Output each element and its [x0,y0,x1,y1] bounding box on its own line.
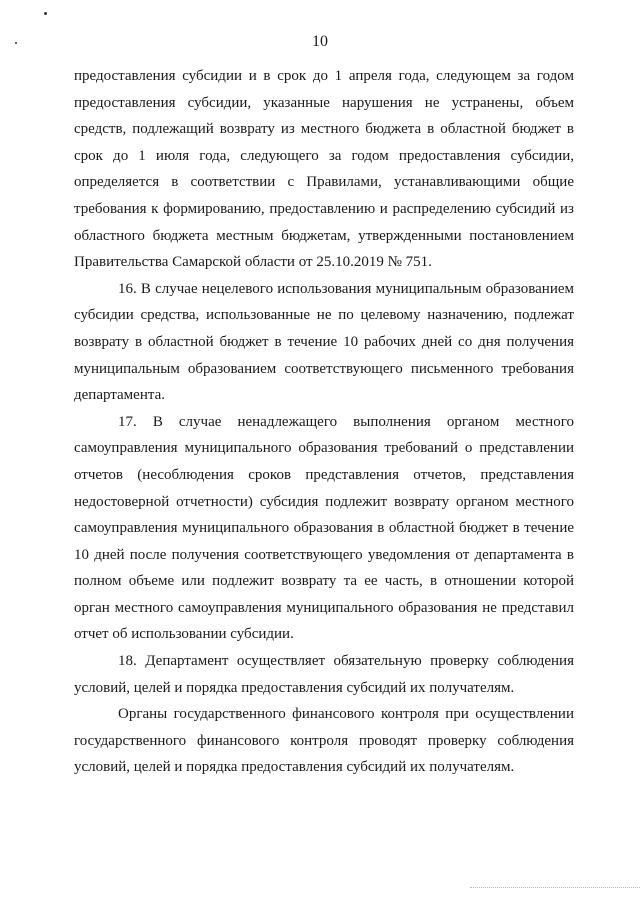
paragraph-item-16: 16. В случае нецелевого использования муниципальным образованием субсидии средства, использованные не по целевому назначению, подлежат возврату в областной бюджет в течение 10 рабочих дней со дня получения муниципальным образованием соответствующего письменного требования департамента. [74,280,574,404]
page-number: 10 [312,33,328,50]
scan-speck [44,12,47,15]
paragraph-continuation: предоставления субсидии и в срок до 1 апреля года, следующем за годом предоставления субсидии, указанные нарушения не устранены, объем средств, подлежащий возврату из местного бюджета в областной бюджет в срок до 1 июля года, следующего за годом предоставления субсидии, определяется в соответствии с Правилами, устанавливающими общие требования к формированию, предоставлению и распределению субсидий из областного бюджета местным бюджетам, утвержденными постановлением Правительства Самарской области от 25.10.2019 № 751. [74,68,574,271]
paragraph-item-17: 17. В случае ненадлежащего выполнения органом местного самоуправления муниципального образования требований о представлении отчетов (несоблюдения сроков представления отчетов, представления недостоверной отчетности) субсидия подлежит возврату органом местного самоуправления муниципального образования в областной бюджет в течение 10 дней после получения соответствующего уведомления от департамента в полном объеме или подлежит возврату та ее часть, в отношении которой орган местного самоуправления муниципального образования не представил отчет об использовании субсидии. [74,413,574,643]
paragraph-item-18: 18. Департамент осуществляет обязательную проверку соблюдения условий, целей и порядка предоставления субсидий их получателям. [74,653,574,696]
document-body [74,63,574,781]
paragraph-financial-control: Органы государственного финансового контроля при осуществлении государственного финансового контроля проводят проверку соблюдения условий, целей и порядка предоставления субсидий их получателям. [74,706,574,776]
scan-edge-marks [470,887,640,891]
